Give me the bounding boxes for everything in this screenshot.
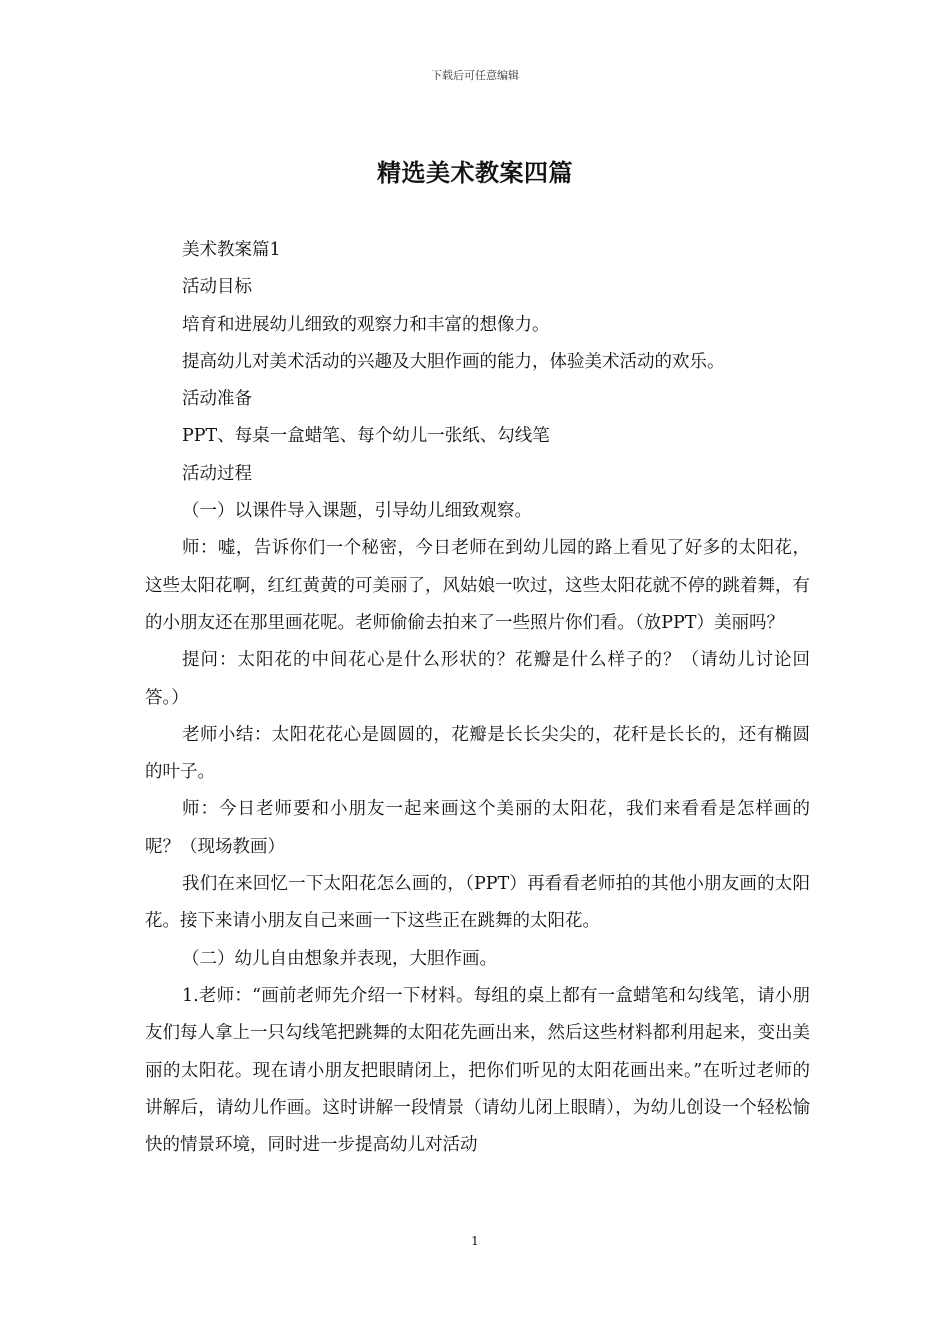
page-number: 1 (471, 1234, 479, 1248)
document-title: 精选美术教案四篇 (377, 158, 573, 187)
subheading-process: 活动过程 (182, 463, 252, 484)
paragraph: 提问：太阳花的中间花心是什么形状的？花瓣是什么样子的？（请幼儿讨论回答。） (145, 650, 810, 708)
subheading-goal: 活动目标 (182, 277, 252, 298)
paragraph: 师：嘘，告诉你们一个秘密，今日老师在到幼儿园的路上看见了好多的太阳花，这些太阳花啊，红红黄黄的可美丽了，风姑娘一吹过，这些太阳花就不停的跳着舞，有的小朋友还在那里画花呢。老师偷偷去拍来了一些照片你们看。（放PPT）美丽吗？ (145, 538, 810, 633)
document-body (145, 232, 810, 1164)
subheading-preparation: 活动准备 (182, 389, 252, 410)
paragraph: 培育和进展幼儿细致的观察力和丰富的想像力。 (182, 314, 550, 335)
paragraph: PPT、每桌一盒蜡笔、每个幼儿一张纸、勾线笔 (182, 426, 550, 447)
paragraph: （二）幼儿自由想象并表现，大胆作画。 (182, 948, 497, 969)
paragraph: 老师小结：太阳花花心是圆圆的，花瓣是长长尖尖的，花秆是长长的，还有椭圆的叶子。 (145, 724, 810, 783)
paragraph: 提高幼儿对美术活动的兴趣及大胆作画的能力，体验美术活动的欢乐。 (182, 351, 725, 372)
paragraph: 师：今日老师要和小朋友一起来画这个美丽的太阳花，我们来看看是怎样画的呢？（现场教画） (145, 799, 810, 857)
paragraph: 1.老师：“画前老师先介绍一下材料。每组的桌上都有一盒蜡笔和勾线笔，请小朋友们每人拿上一只勾线笔把跳舞的太阳花先画出来，然后这些材料都利用起来，变出美丽的太阳花。现在请小朋友把眼睛闭上，把你们听见的太阳花画出来。”在听过老师的讲解后，请幼儿作画。这时讲解一段情景（请幼儿闭上眼睛），为幼儿创设一个轻松愉快的情景环境，同时进一步提高幼儿对活动 (145, 985, 810, 1156)
paragraph: 我们在来回忆一下太阳花怎么画的，（PPT）再看看老师拍的其他小朋友画的太阳花。接下来请小朋友自己来画一下这些正在跳舞的太阳花。 (145, 874, 810, 932)
paragraph: （一）以课件导入课题，引导幼儿细致观察。 (182, 501, 532, 522)
header-note: 下载后可任意编辑 (431, 69, 519, 82)
section-heading: 美术教案篇1 (182, 240, 281, 260)
